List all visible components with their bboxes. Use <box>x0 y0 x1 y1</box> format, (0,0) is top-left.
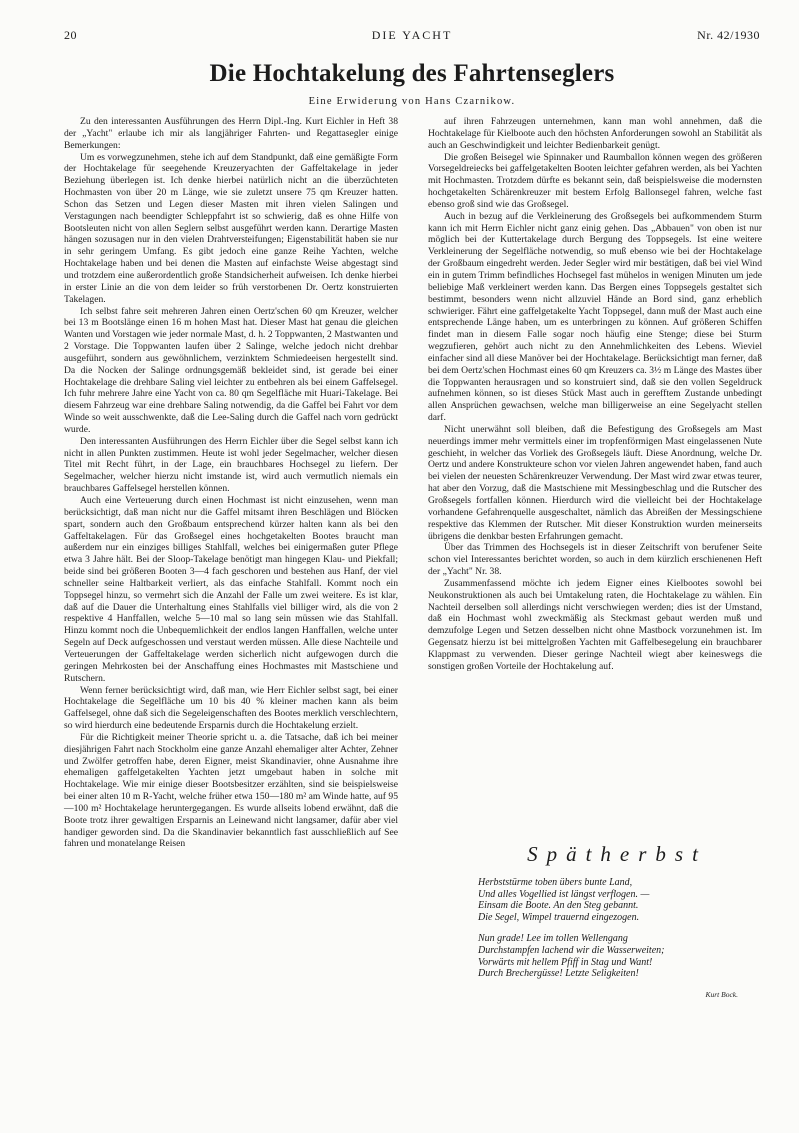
paragraph: Über das Trimmen des Hochsegels ist in dieser Zeitschrift von berufener Seite schon viel Interessantes berichtet worden, so auch in dem kürzlich erschienenen Heft der „Yacht" Nr. 38. <box>428 542 762 578</box>
paragraph: Zusammenfassend möchte ich jedem Eigner eines Kielbootes sowohl bei Neukonstruktionen als auch bei Umtakelung raten, die Hochtakelage zu wählen. Ein Nachteil derselben soll allerdings nicht verschwiegen werden; dies ist der Umstand, daß ein Hochmast wohl zweckmäßig als Steckmast gebaut werden muß und demzufolge Legen und Setzen desselben nicht ohne Mastbock vorzunehmen ist. Im Gegensatz hierzu ist bei mittelgroßen Yachten mit Gaffelbesegelung ein brauchbarer Klappmast zu verwenden. Dieser geringe Nachteil wiegt aber keineswegs die sonstigen großen Vorteile der Hochtakelung auf. <box>428 577 762 672</box>
poem-stanza <box>478 933 756 979</box>
poem-stanza <box>478 877 756 923</box>
poem-title: Spätherbst <box>527 842 707 866</box>
poem-line: Vorwärts mit hellem Pfiff in Stag und Want! <box>478 956 653 968</box>
article-title: Die Hochtakelung des Fahrtenseglers <box>209 60 615 87</box>
paragraph: Ich selbst fahre seit mehreren Jahren einen Oertz'schen 60 qm Kreuzer, welcher bei 13 m Bootslänge einen 16 m hohen Mast hat. Dieser Mast hat genau die gleichen Wanten und Vorstagen wie jeder normale Mast, d. h. 2 Toppwanten, 2 Mastwanten und 2 Vorstage. Die Toppwanten laufen über 2 Salinge, welche jedoch nicht drehbar ausgeführt, sondern aus gewöhnlichem, verzinktem Schmiedeeisen hergestellt sind. Da die Nocken der Salinge ordnungsgemäß bekleidet sind, ist gerade bei einer Hochtakelage die drehbare Saling viel leichter zu entbehren als bei einem Gaffelsegel. Ich fuhr mehrere Jahre eine Yacht von ca. 80 qm Segelfläche mit Huari-Takelage. Bei diesem Fahrzeug war eine drehbare Saling notwendig, da die Gaffel bei Fahrt vor dem Winde so weit ausschwenkte, daß die Lee-Saling durch die Gaffel nach vorn gedrückt wurde. <box>64 305 398 435</box>
article-subtitle: Eine Erwiderung von Hans Czarnikow. <box>308 96 516 107</box>
poem-line: Herbststürme toben übers bunte Land, <box>478 877 633 888</box>
poem-author: Kurt Bock. <box>705 989 738 999</box>
poem-line: Und alles Vogellied ist längst verflogen. — <box>478 888 650 900</box>
page-number: 20 <box>64 28 77 42</box>
poem <box>478 842 756 999</box>
paragraph: Um es vorwegzunehmen, stehe ich auf dem Standpunkt, daß eine gemäßigte Form der Hochtakelage für seegehende Kreuzeryachten der Gaffeltakelage in jeder Beziehung überlegen ist. Ich denke hierbei natürlich nicht an die überzüchteten Hochmasten von über 20 m Länge, wie sie zuletzt unsere 75 qm Kreuzer hatten. Schon das Setzen und Legen dieser Masten mit ihren vielen Salingen und Verstagungen nach beendigter Schleppfahrt ist so schwierig, daß es ohne Hilfe von Bootsleuten nicht von allen Seglern selbst ausgeführt werden kann. Derartige Masten hängen sozusagen nur in den vielen Drahtversteifungen; Eigenstabilität haben sie nur in sehr geringem Umfang. Es gibt jedoch eine ganze Reihe Yachten, welche Hochtakelage haben und bei denen die Masten auf einfachste Weise abgestagt sind und trotzdem eine außerordentlich große Standsicherheit aufweisen. Ich denke hierbei in erster Linie an die von dem leider so früh verstorbenen Dr. Oertz konstruierten Takelagen. <box>64 151 398 305</box>
paragraph: Den interessanten Ausführungen des Herrn Eichler über die Segel selbst kann ich nicht in allen Punkten zustimmen. Heute ist wohl jeder Segelmacher, welcher diesen Titel mit Recht führt, in der Lage, ein brauchbares Hochsegel zu liefern. Der Segelmacher, welcher hierzu nicht imstande ist, wird auch vermutlich niemals ein brauchbares Gaffelsegel herstellen können. <box>64 435 398 495</box>
paragraph: Zu den interessanten Ausführungen des Herrn Dipl.-Ing. Kurt Eichler in Heft 38 der „Yacht" erlaube ich mir als langjähriger Fahrten- und Regattasegler einige Bemerkungen: <box>64 116 398 151</box>
right-column <box>428 116 762 673</box>
paragraph: Auch eine Verteuerung durch einen Hochmast ist nicht einzusehen, wenn man berücksichtigt, daß man nicht nur die Gaffel mitsamt ihren Beschlägen und Blöcken spart, sondern auch den Großbaum entsprechend kürzer halten kann als bei den Gaffeltakelagen. Für das Großsegel eines hochgetakelten Bootes braucht man außerdem nur ein einziges billiges Stahlfall, welches bei einigermaßen guter Pflege etwa 3 Jahre hält. Bei der Sloop-Takelage benötigt man hingegen Klau- und Piekfall; beide sind bei größeren Booten 3—4 fach geschoren und bestehen aus Hanf, der viel schneller seine Haltbarkeit verliert, als das einfache Stahlfall. Kommt noch ein Toppsegel hinzu, so vermehrt sich die Anzahl der Falle um zwei weitere. Es ist klar, daß auf die Dauer die Unterhaltung eines Stahlfalls viel billiger wird, als die von 2 respektive 4 Hanffallen, welche 5—10 mal so lang sein müssen wie das Stahlfall. Hinzu kommt noch die Unbequemlichkeit der endlos langen Hanffallen, welche unter Segeln auf Deck aufgeschossen und verstaut werden müssen. Alle diese Nachteile und Verteuerungen der Gaffeltakelage werden sicherlich nicht aufgewogen durch die geringen Mehrkosten bei der Anschaffung eines Hochmastes mit Mastschiene und Rutschern. <box>64 495 398 684</box>
paragraph: auf ihren Fahrzeugen unternehmen, kann man wohl annehmen, daß die Hochtakelage für Kielboote auch den höchsten Anforderungen sowohl an Stabilität als auch an Geschwindigkeit und leichter Bedienbarkeit genügt. <box>428 116 762 151</box>
poem-line: Durchstampfen lachend wir die Wasserweiten; <box>478 944 665 956</box>
running-title: DIE YACHT <box>371 28 453 42</box>
poem-line: Einsam die Boote. An den Steg gebannt. <box>478 900 639 912</box>
page-header <box>64 28 760 44</box>
paragraph: Die großen Beisegel wie Spinnaker und Raumballon können wegen des größeren Vorsegeldreiecks bei gaffelgetakelten Booten leichter gefahren werden, als bei Yachten mit Hochmasten. Trotzdem dürfte es bekannt sein, daß beispielsweise die modernsten hochgetakelten Schärenkreuzer mit bestem Erfolg Ballonsegel fahren, welche fast ebenso groß sind wie das Großsegel. <box>428 151 762 210</box>
paragraph: Für die Richtigkeit meiner Theorie spricht u. a. die Tatsache, daß ich bei meiner diesjährigen Fahrt nach Stockholm eine ganze Anzahl ehemaliger alter Achter, Zehner und Zwölfer getroffen habe, deren Eigner, meist Skandinavier, ohne Ausnahme ihre ehemaligen gaffelgetakelten Yachten jetzt umgebaut haben in solche mit Hochtakelage. Wie mir einige dieser Bootsbesitzer erzählten, sind sie beispielsweise bei einer alten 10 m R-Yacht, welche früher etwa 150—180 m² am Winde hatte, auf 95—100 m² Hochtakelage heruntergegangen. Es wurde allseits lobend erwähnt, daß die Boote trotz ihrer gewaltigen Ersparnis an Leinewand nicht langsamer, dafür aber viel handiger geworden sind. Da die Skandinavier bekanntlich fast ausschließlich auf See fahren und monatelange Reisen <box>64 731 398 850</box>
paragraph: Nicht unerwähnt soll bleiben, daß die Befestigung des Großsegels am Mast neuerdings immer mehr vermittels einer im tropfenförmigen Mast eingelassenen Nute geschieht, in welcher das Vorliek des Großsegels läuft. Diese Anordnung, welche Dr. Oertz und andere Konstrukteure schon vor vielen Jahren angewendet haben, fand auch bei vielen der neuesten Schärenkreuzer Verwendung. Der Mast wird zwar etwas teurer, hat aber den Vorzug, daß die Mastschiene mit Messingbeschlag und die Rutscher des Großsegels fortfallen können. Hierdurch wird die vielleicht bei der Hochtakelage vorhandene Gefahrenquelle ausgeschaltet, nämlich das Abreißen der Messingschiene respektive das Klemmen der Rutscher. Mit dieser Konstruktion wurden meinerseits übrigens die denkbar besten Erfahrungen gemacht. <box>428 423 762 542</box>
paragraph: Auch in bezug auf die Verkleinerung des Großsegels bei aufkommendem Sturm kann ich mit Herrn Eichler nicht ganz einig gehen. Das „Abbauen" von oben ist nur möglich bei der Kuttertakelage durch Bergung des Toppsegels. Ist eine weitere Verkleinerung der Segelfläche notwendig, so muß ebenso wie bei der Hochtakelage der Großbaum eingedreht werden. Jeder Segler wird mir bestätigen, daß bei viel Wind ein in gutem Trimm befindliches Hochsegel fast mühelos in wenigen Minuten um jede beliebige Maß verkleinert werden kann. Das Bergen eines Toppsegels gestaltet sich bestimmt, besonders wenn nicht allzuviel Hände an Bord sind, ganz erheblich schwieriger. Fährt eine gaffelgetakelte Yacht Toppsegel, dann muß der Mast auch eine entsprechende Länge haben, um es unterbringen zu können. Auf größeren Schiffen findet man in diesem Falle sogar noch häufig eine Stenge; diese bei Sturm wegzufieren, gehört auch nicht zu den Annehmlichkeiten des Lebens. Wieviel einfacher sind all diese Manöver bei der Hochtakelage. Berücksichtigt man ferner, daß bei dem Oertz'schen Hochmast eines 60 qm Kreuzers ca. 3½ m Länge des Mastes über die Toppwanten herausragen und so konstruiert sind, daß sie den vollen Segeldruck aufnehmen können, so ist dieses Stück Mast auch in gerefftem Zustande unbedingt allen Ansprüchen gewachsen, welche man billigerweise an eine Segelyacht stellen darf. <box>428 210 762 424</box>
paragraph: Wenn ferner berücksichtigt wird, daß man, wie Herr Eichler selbst sagt, bei einer Hochtakelage die Segelfläche um 10 bis 40 % kleiner machen kann als beim Gaffelsegel, ohne daß sich die Segeleigenschaften des Bootes merklich verschlechtern, so wird hierdurch eine bedeutende Ersparnis durch die Hochtakelung erzielt. <box>64 684 398 732</box>
poem-line: Nun grade! Lee im tollen Wellengang <box>478 933 628 945</box>
poem-line: Die Segel, Wimpel trauernd eingezogen. <box>478 911 640 923</box>
issue-number: Nr. 42/1930 <box>697 28 760 42</box>
poem-line: Durch Brechergüsse! Letzte Seligkeiten! <box>478 968 639 980</box>
left-column <box>64 116 398 850</box>
